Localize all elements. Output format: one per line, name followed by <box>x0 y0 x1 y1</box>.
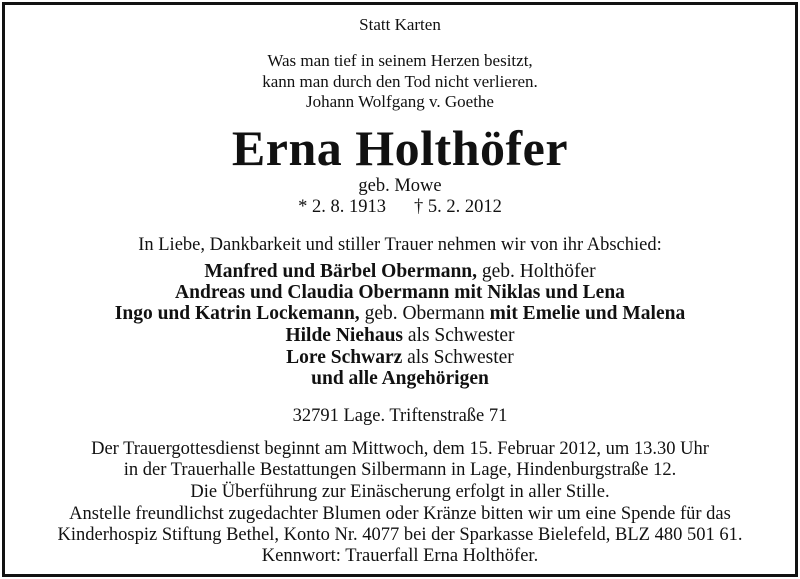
quote-line-1: Was man tief in seinem Herzen besitzt, <box>267 51 533 70</box>
farewell-text: In Liebe, Dankbarkeit und stiller Trauer nehmen wir von ihr Abschied: <box>138 235 662 255</box>
mourner-line-1 <box>5 261 795 282</box>
mourner-line-2 <box>5 282 795 303</box>
mourner-line-5 <box>5 347 795 368</box>
mourner-note: geb. Obermann <box>359 303 490 324</box>
life-dates <box>5 197 795 217</box>
donation-line-1: Anstelle freundlichst zugedachter Blumen oder Kränze bitten wir um eine Spende für das <box>69 504 731 524</box>
maiden-name: geb. Mowe <box>358 176 442 196</box>
address: 32791 Lage. Triftenstraße 71 <box>292 406 508 426</box>
mourner-names: und alle Angehörigen <box>311 368 489 389</box>
mourner-note: geb. Holthöfer <box>477 261 596 282</box>
deceased-name: Erna Holthöfer <box>231 120 569 176</box>
service-line-1: Der Trauergottesdienst beginnt am Mittwoch, dem 15. Februar 2012, um 13.30 Uhr <box>91 439 709 459</box>
mourner-names: Hilde Niehaus <box>285 325 403 346</box>
donation-line-2: Kinderhospiz Stiftung Bethel, Konto Nr. 4077 bei der Sparkasse Bielefeld, BLZ 480 501 61. <box>57 525 743 545</box>
mourner-names: Ingo und Katrin Lockemann, <box>114 303 360 324</box>
mourner-names: Manfred und Bärbel Obermann, <box>204 261 478 282</box>
header-label: Statt Karten <box>359 15 441 34</box>
donation-line-3: Kennwort: Trauerfall Erna Holthöfer. <box>261 546 539 566</box>
quote-author: Johann Wolfgang v. Goethe <box>306 92 494 111</box>
death-date: † 5. 2. 2012 <box>414 197 502 217</box>
mourner-line-4 <box>5 325 795 346</box>
service-line-3: Die Überführung zur Einäscherung erfolgt in aller Stille. <box>190 482 610 502</box>
mourner-line-6 <box>5 368 795 389</box>
mourner-line-3 <box>5 303 795 324</box>
quote-line-2: kann man durch den Tod nicht verlieren. <box>262 72 538 91</box>
mourner-children: mit Emelie und Malena <box>489 303 686 324</box>
mourner-names: Lore Schwarz <box>286 347 403 368</box>
service-line-2: in der Trauerhalle Bestattungen Silbermann in Lage, Hindenburgstraße 12. <box>123 460 677 480</box>
birth-date: * 2. 8. 1913 <box>298 197 386 217</box>
mourner-names: Andreas und Claudia Obermann mit Niklas und Lena <box>175 282 625 303</box>
mourner-note: als Schwester <box>403 325 515 346</box>
obituary-notice <box>2 2 798 577</box>
mourner-note: als Schwester <box>402 347 514 368</box>
